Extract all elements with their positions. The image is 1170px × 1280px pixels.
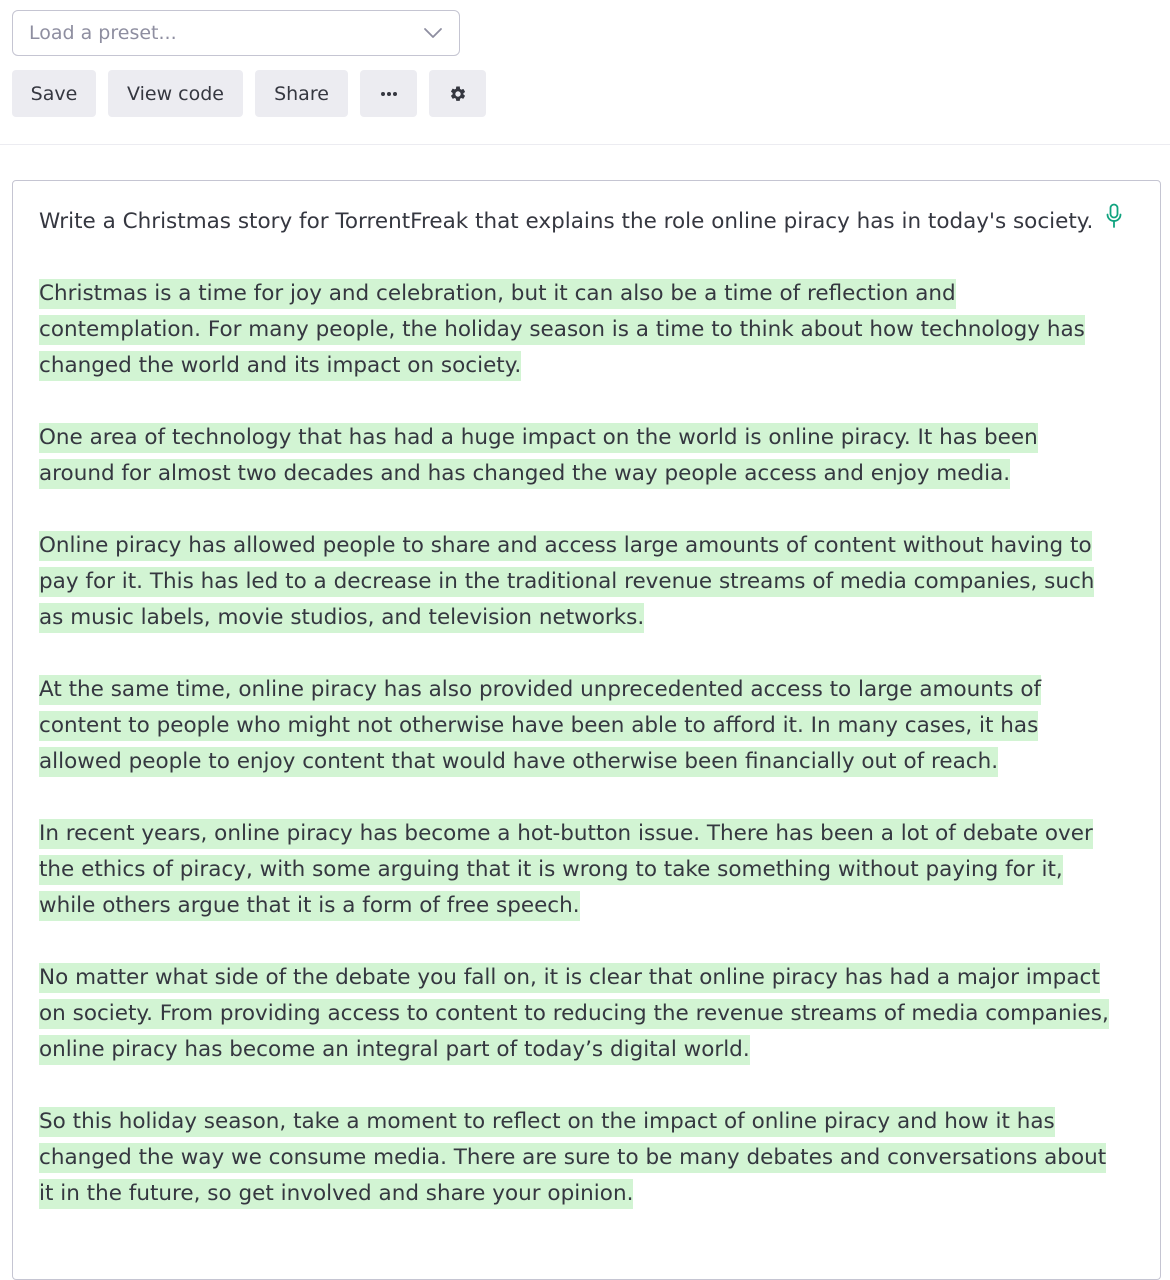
completion-paragraph bbox=[39, 1104, 1114, 1212]
completion-text: One area of technology that has had a huge impact on the world is online piracy. It has been around for almost two decades and has changed the way people access and enjoy media. bbox=[39, 423, 1038, 489]
settings-button[interactable] bbox=[429, 70, 486, 117]
completion-paragraph bbox=[39, 528, 1114, 636]
more-options-button[interactable] bbox=[360, 70, 417, 117]
prompt-editor[interactable] bbox=[12, 180, 1161, 1280]
more-icon bbox=[380, 91, 398, 97]
completion-paragraph bbox=[39, 276, 1114, 384]
prompt-text: Write a Christmas story for TorrentFreak that explains the role online piracy has in today's society. bbox=[39, 209, 1094, 234]
completion-text: At the same time, online piracy has also provided unprecedented access to large amounts of content to people who might not otherwise have been able to afford it. In many cases, it has allowed people to enjoy content that would have otherwise been financially out of reach. bbox=[39, 675, 1041, 777]
preset-select[interactable] bbox=[12, 10, 460, 56]
completion-paragraph bbox=[39, 960, 1114, 1068]
completion-paragraph bbox=[39, 420, 1114, 492]
preset-placeholder: Load a preset... bbox=[29, 22, 177, 44]
completion-text: Online piracy has allowed people to share and access large amounts of content without having to pay for it. This has led to a decrease in the traditional revenue streams of media companies, such as music labels, movie studios, and television networks. bbox=[39, 531, 1094, 633]
view-code-button[interactable]: View code bbox=[108, 70, 243, 117]
editor-text[interactable] bbox=[39, 204, 1114, 1248]
completion-text: In recent years, online piracy has become a hot-button issue. There has been a lot of debate over the ethics of piracy, with some arguing that it is wrong to take something without paying for it, while others argue that it is a form of free speech. bbox=[39, 819, 1093, 921]
completion-text: No matter what side of the debate you fall on, it is clear that online piracy has had a major impact on society. From providing access to content to reducing the revenue streams of media companies, online piracy has become an integral part of today’s digital world. bbox=[39, 963, 1109, 1065]
completion-paragraph bbox=[39, 672, 1114, 780]
chevron-down-icon bbox=[423, 26, 443, 40]
share-button[interactable]: Share bbox=[255, 70, 348, 117]
completion-text: Christmas is a time for joy and celebration, but it can also be a time of reflection and contemplation. For many people, the holiday season is a time to think about how technology has changed the world and its impact on society. bbox=[39, 279, 1085, 381]
completion-text: So this holiday season, take a moment to reflect on the impact of online piracy and how it has changed the way we consume media. There are sure to be many debates and conversations about it in the future, so get involved and share your opinion. bbox=[39, 1107, 1106, 1209]
completion-paragraph bbox=[39, 816, 1114, 924]
gear-icon bbox=[449, 85, 467, 103]
toolbar bbox=[0, 0, 1170, 145]
save-button[interactable]: Save bbox=[12, 70, 96, 117]
